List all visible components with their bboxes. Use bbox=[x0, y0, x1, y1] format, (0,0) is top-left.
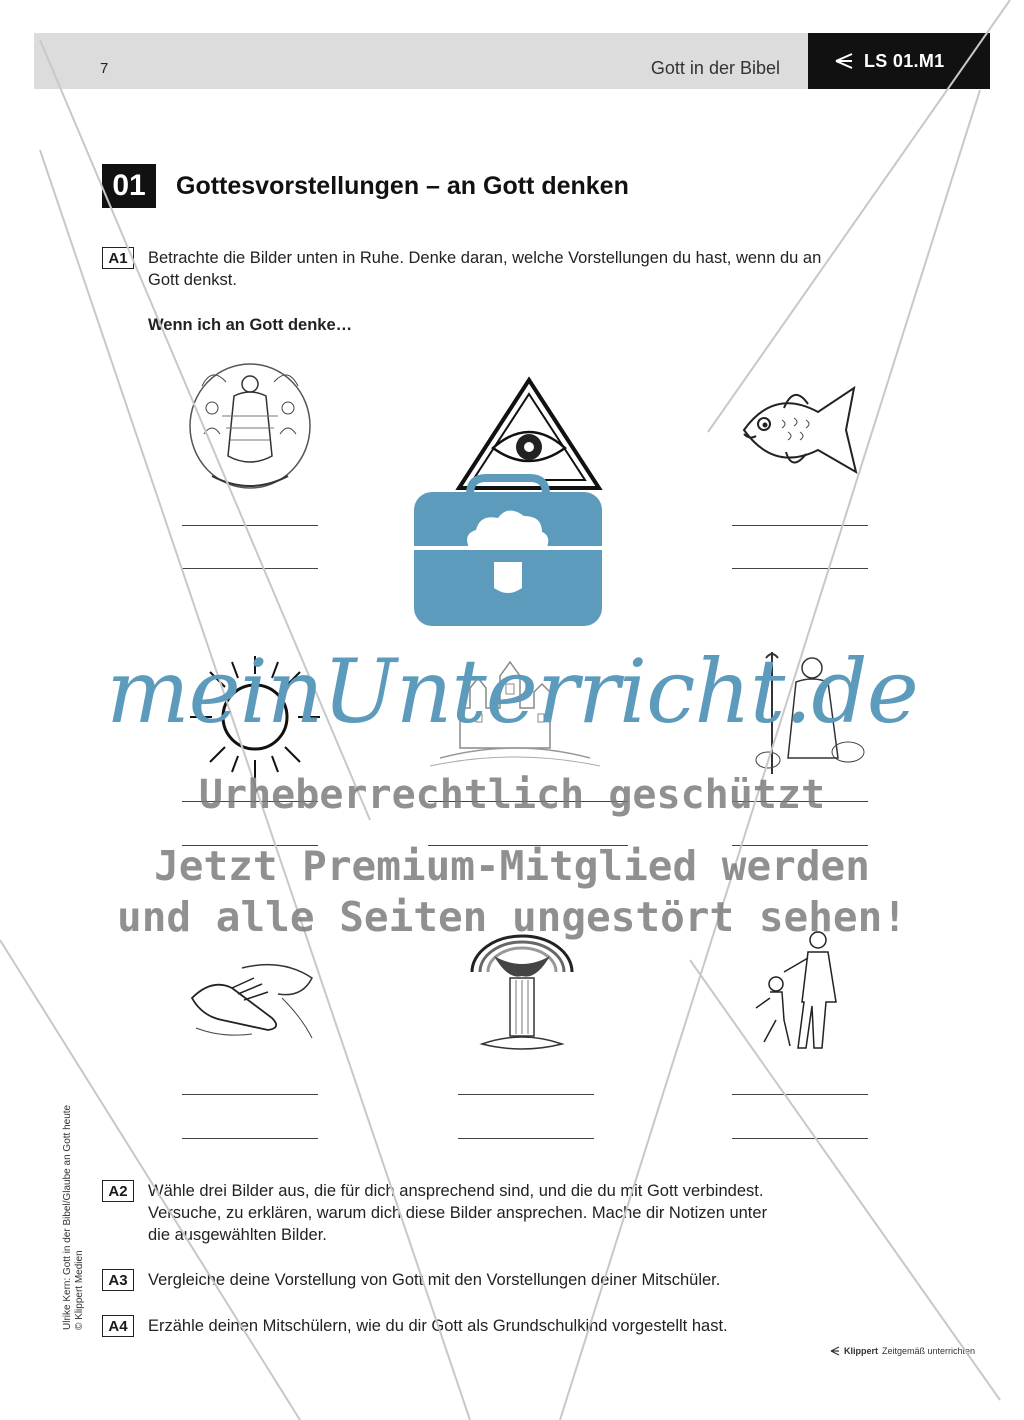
task-a1-line1: Betrachte die Bilder unten in Ruhe. Denke daran, welche Vorstellungen du hast, wenn du an bbox=[148, 249, 822, 267]
header-code: LS 01.M1 bbox=[864, 50, 945, 71]
section-number: 01 bbox=[102, 164, 156, 208]
task-a2-line2: Versuche, zu erklären, warum dich diese Bilder ansprechen. Mache dir Notizen unter bbox=[148, 1204, 768, 1222]
task-label-a3: A3 bbox=[102, 1269, 134, 1291]
answer-line[interactable] bbox=[182, 525, 318, 526]
task-a2-line1: Wähle drei Bilder aus, die für dich ansprechend sind, und die du mit Gott verbindest. bbox=[148, 1182, 764, 1200]
task-label-a2: A2 bbox=[102, 1180, 134, 1202]
task-label-a4: A4 bbox=[102, 1315, 134, 1337]
answer-line[interactable] bbox=[732, 1138, 868, 1139]
answer-line[interactable] bbox=[458, 1094, 594, 1095]
task-label-a1: A1 bbox=[102, 247, 134, 269]
header-code-box bbox=[808, 33, 990, 89]
watermark-line2: Jetzt Premium-Mitglied werden bbox=[154, 842, 870, 890]
answer-line[interactable] bbox=[182, 1094, 318, 1095]
section-title: Gottesvorstellungen – an Gott denken bbox=[176, 172, 629, 200]
footer-brand: Klippert bbox=[844, 1346, 879, 1356]
task-a1-line2: Gott denkst. bbox=[148, 271, 237, 289]
task-text-a3: Vergleiche deine Vorstellung von Gott mit den Vorstellungen deiner Mitschüler. bbox=[148, 1271, 721, 1289]
footer bbox=[830, 1346, 975, 1356]
header-title: Gott in der Bibel bbox=[650, 58, 780, 78]
klippert-logo-icon bbox=[830, 1346, 840, 1356]
task-a2-line3: die ausgewählten Bilder. bbox=[148, 1226, 327, 1244]
answer-line[interactable] bbox=[182, 1138, 318, 1139]
answer-line[interactable] bbox=[732, 568, 868, 569]
credit-line2: © Klippert Medien bbox=[74, 1250, 85, 1330]
angels-illustration bbox=[182, 356, 318, 496]
briefcase-icon bbox=[410, 474, 606, 634]
watermark-line1: Urheberrechtlich geschützt bbox=[198, 772, 826, 818]
page-number: 7 bbox=[100, 60, 109, 77]
klippert-logo-icon bbox=[834, 51, 854, 71]
rainbow-waterfall-illustration bbox=[466, 932, 578, 1056]
fish-illustration bbox=[734, 368, 868, 492]
watermark-brand: meinUnterricht.de bbox=[106, 640, 918, 743]
credit-line1: Ulrike Kern: Gott in der Bibel/Glaube an Gott heute bbox=[62, 1104, 73, 1330]
footer-tagline: Zeitgemäß unterrichten bbox=[882, 1346, 976, 1356]
task-text-a2 bbox=[148, 1180, 948, 1246]
father-child-illustration bbox=[748, 928, 866, 1056]
side-credit bbox=[62, 1105, 86, 1330]
watermark-line3: und alle Seiten ungestört sehen! bbox=[117, 893, 907, 941]
answer-line[interactable] bbox=[182, 568, 318, 569]
hands-illustration bbox=[182, 958, 322, 1052]
lead-text: Wenn ich an Gott denke… bbox=[148, 316, 353, 334]
task-text-a4: Erzähle deinen Mitschülern, wie du dir Gott als Grundschulkind vorgestellt hast. bbox=[148, 1317, 728, 1335]
answer-line[interactable] bbox=[732, 525, 868, 526]
answer-line[interactable] bbox=[732, 1094, 868, 1095]
answer-line[interactable] bbox=[458, 1138, 594, 1139]
task-text-a1 bbox=[148, 247, 948, 291]
